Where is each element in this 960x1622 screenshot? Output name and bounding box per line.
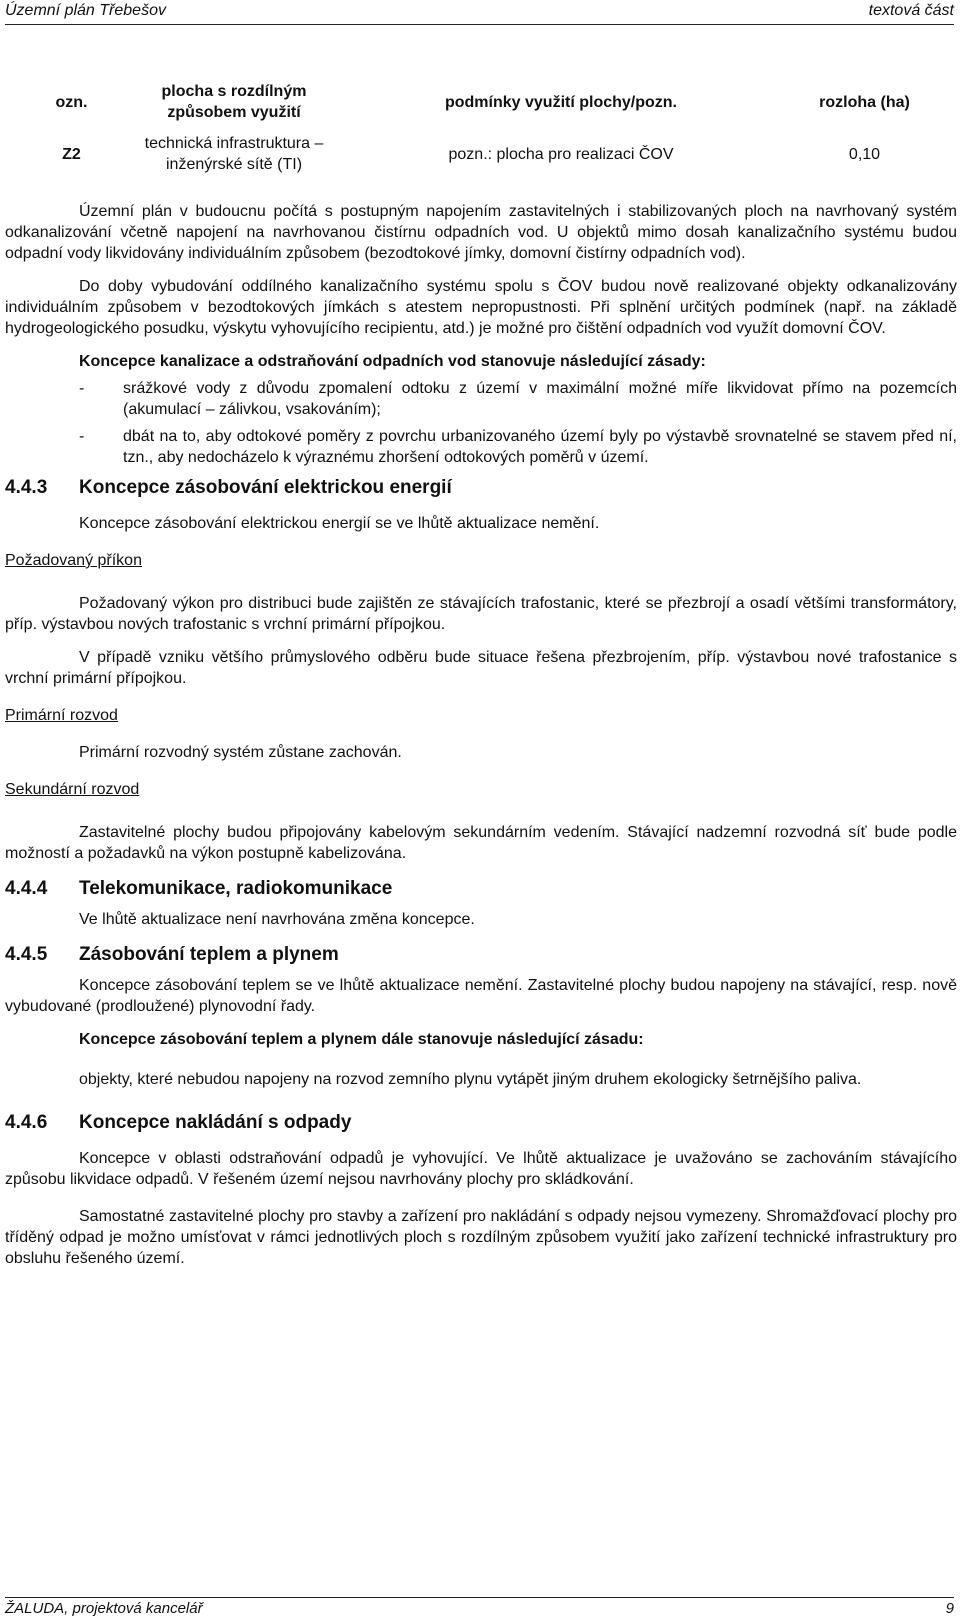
dash-marker: -: [79, 380, 85, 397]
principles-list: [5, 378, 957, 468]
section-title: Telekomunikace, radiokomunikace: [79, 878, 393, 899]
dash-marker: -: [79, 428, 85, 445]
cell-code: Z2: [62, 145, 81, 163]
section-number: 4.4.3: [5, 477, 48, 498]
paragraph-sewerage-interim: Do doby vybudování oddílného kanalizačního systému spolu s ČOV budou nově realizované objekty odkanalizovány individuálním způsobem v bezodtokových jímkách s atestem nepropustnosti. Při splnění určitých podmínek (např. na základě hydrogeologického posudku, výskytu vyhovujícího recipientu, atd.) je možné pro čištění odpadních vod využít domovní ČOV.: [5, 278, 957, 337]
page-number: 9: [945, 1600, 954, 1617]
paragraph-heat-gas-objects: objekty, které nebudou napojeny na rozvod zemního plynu vytápět jiným druhem ekologicky šetrnějšího paliva.: [79, 1071, 862, 1088]
paragraph-electricity: Koncepce zásobování elektrickou energií se ve lhůtě aktualizace nemění.: [79, 515, 600, 532]
footer-divider: [5, 1597, 954, 1598]
cell-area: 0,10: [848, 145, 881, 163]
paragraph-secondary-distribution: Zastavitelné plochy budou připojovány kabelovým sekundárním vedením. Stávající nadzemní rozvodná síť bude podle možností a požadavků na výkon postupně kabelizována.: [5, 824, 957, 862]
section-title: Koncepce zásobování elektrickou energií: [79, 477, 452, 498]
table-header-row: [5, 76, 937, 128]
header-section: textová část: [868, 2, 954, 19]
paragraph-heat-gas: Koncepce zásobování teplem se ve lhůtě aktualizace nemění. Zastavitelné plochy budou napojeny na stávající, resp. nově vybudované (prodloužené) plynovodní řady.: [5, 977, 957, 1015]
paragraph-waste-2: Samostatné zastavitelné plochy pro stavby a zařízení pro nakládání s odpady nejsou vymezeny. Shromažďovací plochy pro tříděný odpad je možno umísťovat v rámci jednotlivých ploch s rozdílným způsobem využití jako zařízení technické infrastruktury pro obsluhu řešeného území.: [5, 1208, 957, 1267]
paragraph-waste-1: Koncepce v oblasti odstraňování odpadů je vyhovující. Ve lhůtě aktualizace je uvažováno se zachováním stávajícího způsobu likvidace odpadů. V řešeném území nejsou navrhovány plochy pro skládkování.: [5, 1150, 957, 1188]
subheading-primary-distribution: Primární rozvod: [5, 707, 118, 724]
paragraph-sewerage-plan: Územní plán v budoucnu počítá s postupným napojením zastavitelných i stabilizovaných ploch na navrhovaný systém odkanalizování včetně napojení na navrhovanou čistírnu odpadních vod. U objektů mimo dosah kanalizačního systému budou odpadní vody likvidovány individuálním způsobem (bezodtokové jímky, domovní čistírny odpadních vod).: [5, 203, 957, 262]
footer-company: ŽALUDA, projektová kancelář: [5, 1600, 203, 1617]
paragraph-power-demand-1: Požadovaný výkon pro distribuci bude zajištěn ze stávajících trafostanic, které se přezbrojí a osadí většími transformátory, příp. výstavbou nových trafostanic s vrchní primární přípojkou.: [5, 595, 957, 633]
section-number: 4.4.4: [5, 878, 48, 899]
header-divider: [5, 24, 954, 25]
main-content: [5, 201, 957, 1269]
section-heading-electricity: [5, 475, 957, 501]
col-header-conditions: podmínky využití plochy/pozn.: [444, 93, 677, 111]
subheading-secondary-distribution: Sekundární rozvod: [5, 781, 140, 798]
cell-type: technická infrastruktura – inženýrské sítě (TI): [144, 135, 324, 173]
paragraph-heat-gas-principle: Koncepce zásobování teplem a plynem dále stanovuje následující zásadu:: [79, 1031, 644, 1048]
section-heading-waste: [5, 1110, 957, 1136]
list-item: [5, 378, 957, 420]
list-item-text: srážkové vody z důvodu zpomalení odtoku z území v maximální možné míře likvidovat přímo na pozemcích (akumulací – zálivkou, vsakováním);: [123, 380, 957, 418]
col-header-code: ozn.: [55, 93, 88, 111]
subheading-power-demand: Požadovaný příkon: [5, 552, 142, 569]
section-number: 4.4.5: [5, 944, 48, 965]
list-item-text: dbát na to, aby odtokové poměry z povrchu urbanizovaného území byly po výstavbě srovnatelné se stavem před ní, tzn., aby nedocházelo k výraznému zhoršení odtokových poměrů v území.: [123, 428, 957, 466]
cell-note: pozn.: plocha pro realizaci ČOV: [448, 145, 674, 163]
section-heading-telecom: [5, 876, 957, 902]
paragraph-power-demand-2: V případě vzniku většího průmyslového odběru bude situace řešena přezbrojením, příp. výstavbou nové trafostanice s vrchní primární přípojkou.: [5, 649, 957, 687]
zone-table: [5, 76, 937, 180]
table-row: [5, 128, 937, 180]
section-title: Koncepce nakládání s odpady: [79, 1112, 352, 1133]
section-number: 4.4.6: [5, 1112, 48, 1133]
header-title: Územní plán Třebešov: [5, 2, 166, 19]
col-header-type: plocha s rozdílným způsobem využití: [161, 83, 307, 121]
paragraph-telecom: Ve lhůtě aktualizace není navrhována změna koncepce.: [79, 911, 475, 928]
section-heading-heat-gas: [5, 942, 957, 968]
paragraph-primary-distribution: Primární rozvodný systém zůstane zachován.: [79, 744, 402, 761]
col-header-area: rozloha (ha): [819, 93, 910, 111]
paragraph-sewerage-principles: Koncepce kanalizace a odstraňování odpadních vod stanovuje následující zásady:: [79, 353, 706, 370]
section-title: Zásobování teplem a plynem: [79, 944, 339, 965]
list-item: [5, 426, 957, 468]
